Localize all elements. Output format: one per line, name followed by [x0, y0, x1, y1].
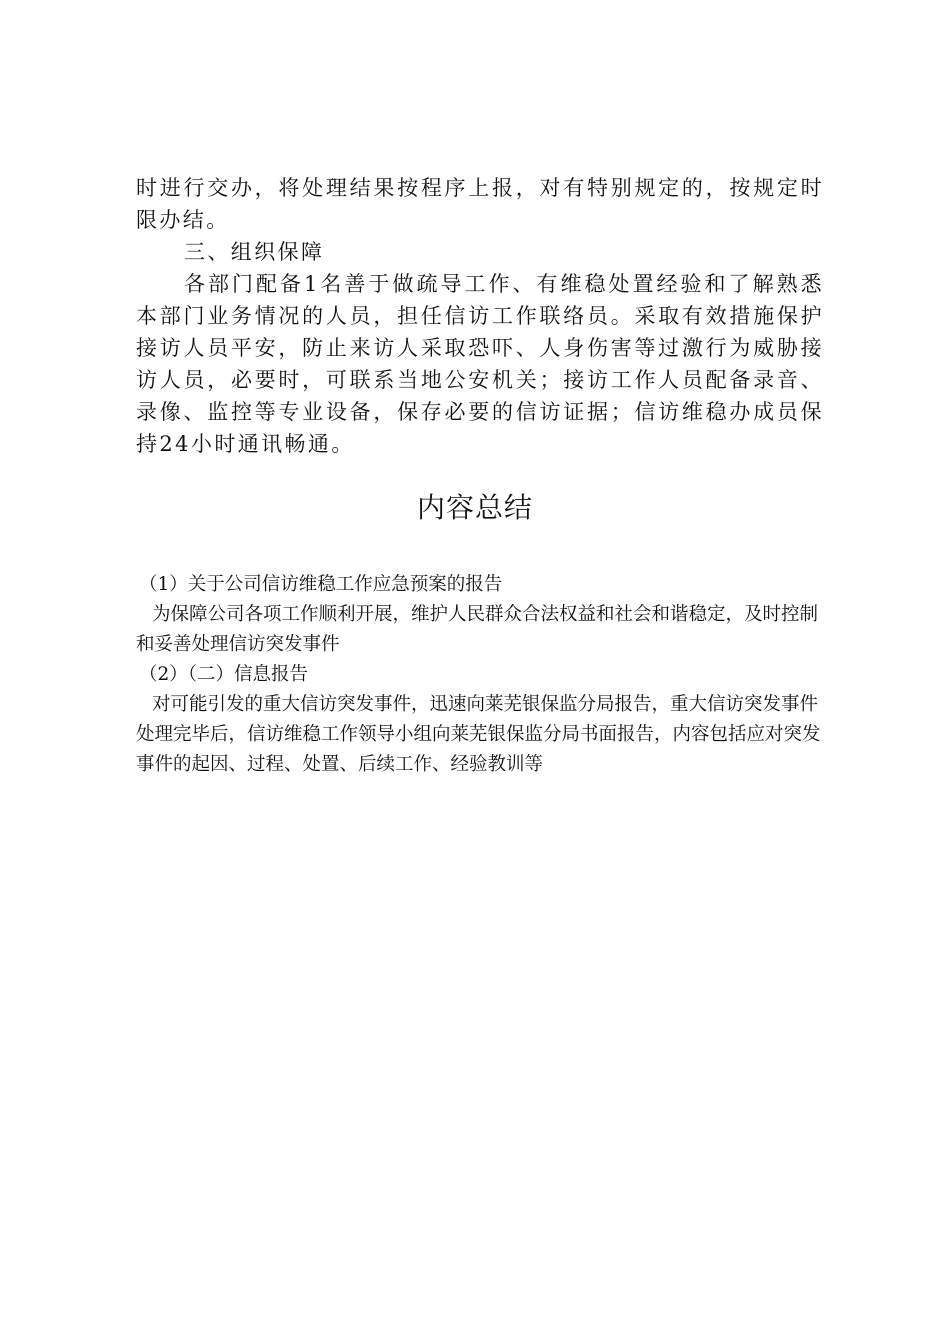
summary-item-text: 为保障公司各项工作顺利开展，维护人民群众合法权益和社会和谐稳定，及时控制和妥善处理信访突发事件	[136, 604, 819, 655]
summary-list	[136, 570, 826, 780]
paragraph-continuation: 时进行交办，将处理结果按程序上报，对有特别规定的，按规定时限办结。	[136, 176, 824, 232]
summary-item-text: 对可能引发的重大信访突发事件，迅速向莱芜银保监分局报告，重大信访突发事件处理完毕后，信访维稳工作领导小组向莱芜银保监分局书面报告，内容包括应对突发事件的起因、过程、处置、后续工作、经验教训等	[136, 694, 821, 775]
paragraph-organization: 各部门配备1名善于做疏导工作、有维稳处置经验和了解熟悉本部门业务情况的人员，担任信访工作联络员。采取有效措施保护接访人员平安，防止来访人采取恐吓、人身伤害等过激行为威胁接访人员，必要时，可联系当地公安机关；接访工作人员配备录音、录像、监控等专业设备，保存必要的信访证据；信访维稳办成员保持24小时通讯畅通。	[136, 272, 824, 456]
section-heading: 三、组织保障	[184, 240, 325, 264]
summary-item-heading: （2）（二）信息报告	[139, 664, 309, 685]
summary-title: 内容总结	[416, 491, 533, 524]
document-body	[136, 172, 824, 460]
summary-item-heading: （1）关于公司信访维稳工作应急预案的报告	[139, 574, 503, 595]
